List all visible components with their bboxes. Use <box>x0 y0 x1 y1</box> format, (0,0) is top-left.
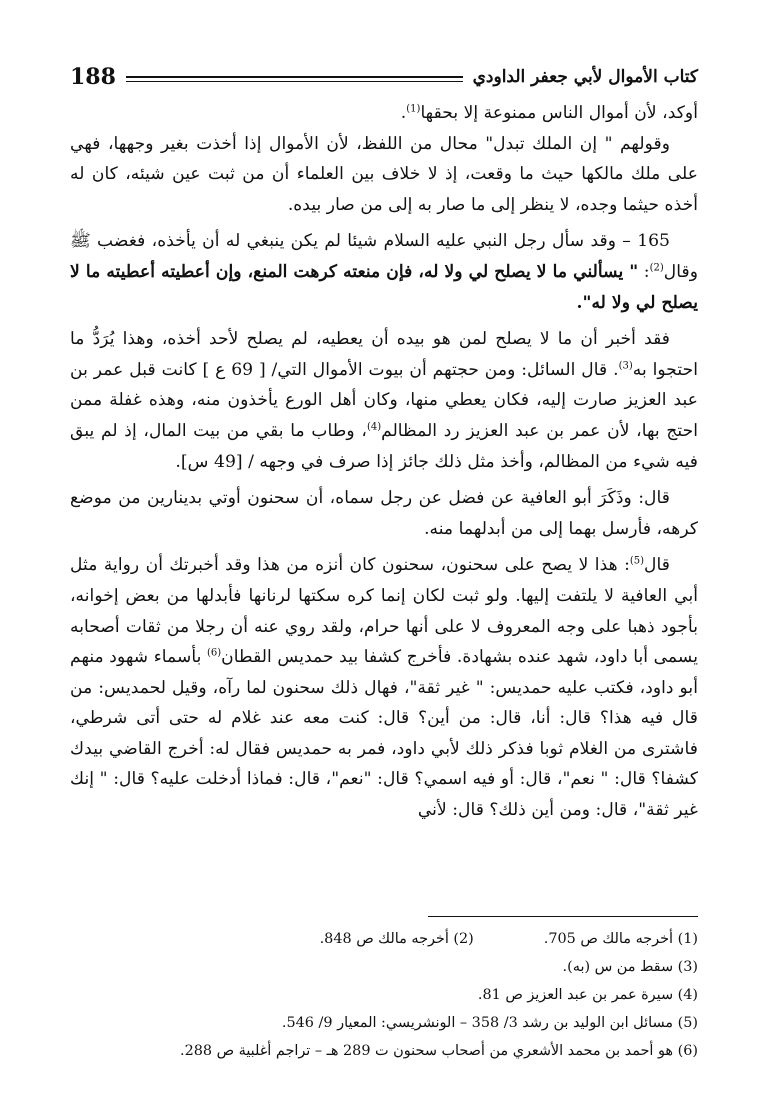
paragraph-text: أوكد، لأن أموال الناس ممنوعة إلا بحقها <box>420 103 698 123</box>
footnote-row <box>70 925 698 953</box>
paragraph-5 <box>70 483 698 544</box>
running-header <box>70 62 698 92</box>
footnote-5: (5) مسائل ابن الوليد بن رشد 3/ 358 – الونشريسي: المعيار 9/ 546. <box>281 1015 698 1031</box>
main-text <box>70 98 698 826</box>
footnote-ref: (5) <box>629 555 645 567</box>
footnote-4: (4) سيرة عمر بن عبد العزيز ص 81. <box>477 987 698 1003</box>
paragraph-tail: ، وطاب ما بقي من بيت المال، إذ لم يبق فيه شيء من المظالم، وأخذ مثل ذلك جائز إذا صرف في وجهه / [49 س]. <box>70 420 698 472</box>
paragraph-4 <box>70 324 698 477</box>
paragraph-1 <box>70 98 698 129</box>
paragraph-tail: . <box>400 103 407 123</box>
page-number: 188 <box>70 64 116 90</box>
paragraph-2 <box>70 129 698 221</box>
footnote-ref: (4) <box>366 421 382 433</box>
paragraph-tail: : <box>638 261 650 282</box>
footnote-separator <box>428 916 698 917</box>
hadith-quote: " يسألني ما لا يصلح لي ولا له، فإن منعته كرهت المنع، وإن أعطيته أعطيته ما لا يصلح لي ولا له". <box>70 261 698 313</box>
paragraph-text: قال <box>644 555 670 576</box>
footnote-6: (6) هو أحمد بن محمد الأشعري من أصحاب سحنون ت 289 هـ – تراجم أغلبية ص 288. <box>180 1043 698 1059</box>
paragraph-text: قال: وذَكَرَ أبو العافية عن فضل عن رجل سماه، أن سحنون أوتي بدينارين من موضع كرهه، فأرسل بهما إلى من أبدلهما منه. <box>70 488 698 539</box>
footnote-3: (3) سقط من س (به). <box>562 959 698 975</box>
footnote-ref: (2) <box>649 262 664 274</box>
paragraph-tail: . قال السائل: ومن حجتهم أن بيوت الأموال التي/ [ 69 ع ] كانت قبل عمر بن عبد العزيز صارت إليه، فكان يعطي منها، وكان أهل الورع يأخذون منه، وهذه غفلة ممن احتج بها، لأن عمر بن عبد العزيز رد المظالم <box>70 359 698 441</box>
header-rule <box>126 76 463 82</box>
footnote-ref: (6) <box>206 647 222 659</box>
footnote-2: (2) أخرجه مالك ص 848. <box>319 931 474 947</box>
paragraph-text: 165 – وقد سأل رجل النبي عليه السلام شيئا لم يكن ينبغي له أن يأخذه، فغضب ﷺ وقال <box>70 231 698 282</box>
footnote-1: (1) أخرجه مالك ص 705. <box>543 931 698 947</box>
paragraph-text: فقد أخبر أن ما لا يصلح لمن هو بيده أن يعطيه، لم يصلح لأحد أخذه، وهذا يُرَدُّ ما احتجوا به <box>70 329 698 380</box>
footnote-ref: (1) <box>406 103 421 115</box>
footnotes <box>70 925 698 1065</box>
paragraph-tail: بأسماء شهود منهم أبو داود، فكتب عليه حمديس: " غير ثقة"، فهال ذلك سحنون لما رآه، وقيل لحمديس: من قال فيه هذا؟ قال: أنا، قال: من أين؟ قال: كنت معه عند غلام له حتى أتى شرطي، فاشترى من الغلام ثوبا فذكر ذلك لأبي داود، فمر به حمديس فقال له: أخرج القاضي بيدك كشفا؟ قال: " نعم"، قال: أو فيه اسمي؟ قال: "نعم"، قال: فماذا أدخلت عليه؟ قال: " إنك غير ثقة"، قال: ومن أين ذلك؟ قال: لأني <box>70 647 698 821</box>
paragraph-tail: : هذا لا يصح على سحنون، سحنون كان أنزه من هذا وقد أخبرتك أن رواية مثل أبي العافية لا يلتفت إليها. ولو ثبت لكان إنما كره سكتها لرنانها فأبدلها من بعض إخوانه، بأجود ذهبا على وجه المعروف لا على أنها حرام، ولقد روي عنه أن رجلا من ثقات أصحابه يسمى أبا داود، شهد عنده بشهادة. فأخرج كشفا بيد حمديس القطان <box>70 555 698 668</box>
paragraph-3 <box>70 226 698 318</box>
paragraph-text: وقولهم " إن الملك تبدل" محال من اللفظ، لأن الأموال إذا أخذت بغير وجهها، فهي على ملك مالكها حيث ما وقعت، إذ لا خلاف بين العلماء أن من ثبت عين شيئه، كان له أخذه حيثما وجده، لا ينظر إلى ما صار به إلى من صار بيده. <box>70 133 698 215</box>
footnote-ref: (3) <box>618 360 633 372</box>
book-title: كتاب الأموال لأبي جعفر الداودي <box>472 67 698 87</box>
paragraph-6 <box>70 550 698 825</box>
